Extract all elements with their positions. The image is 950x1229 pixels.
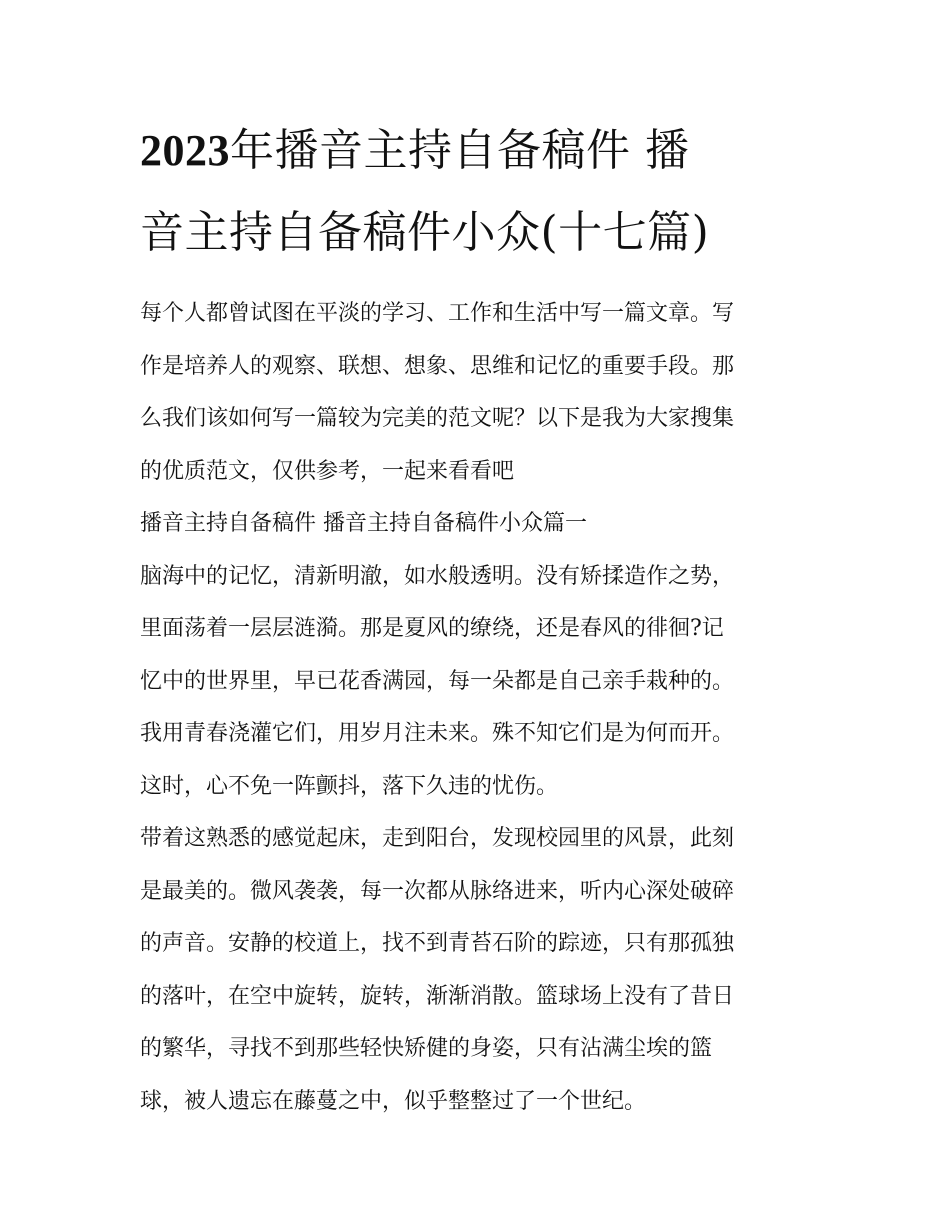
text-line: 么我们该如何写一篇较为完美的范文呢？以下是我为大家搜集	[140, 406, 735, 431]
text-line: 是最美的。微风袭袭，每一次都从脉络进来，听内心深处破碎	[140, 878, 735, 904]
text-line: 的声音。安静的校道上，找不到青苔石阶的踪迹，只有那孤独	[140, 931, 735, 956]
section-heading	[140, 498, 830, 551]
title-line-2: 音主持自备稿件小众(十七篇)	[140, 207, 710, 258]
text-line: 的繁华，寻找不到那些轻快矫健的身姿，只有沾满尘埃的篮	[140, 1036, 713, 1061]
title-line-1	[140, 110, 790, 192]
text-line: 的优质范文，仅供参考，一起来看看吧	[140, 458, 515, 484]
document-body	[140, 288, 830, 1128]
title-year: 2023	[140, 126, 230, 175]
text-line: 脑海中的记忆，清新明澈，如水般透明。没有矫揉造作之势，	[140, 563, 735, 589]
document-page	[140, 110, 830, 1128]
text-line: 忆中的世界里，早已花香满园，每一朵都是自己亲手栽种的。	[140, 668, 735, 694]
text-line: 球，被人遗忘在藤蔓之中，似乎整整过了一个世纪。	[140, 1088, 647, 1114]
paragraph-2	[140, 813, 830, 1128]
title-line-1-text: 年播音主持自备稿件 播	[230, 125, 690, 176]
text-line: 作是培养人的观察、联想、想象、思维和记忆的重要手段。那	[140, 353, 735, 379]
document-title	[140, 110, 790, 274]
text-line: 每个人都曾试图在平淡的学习、工作和生活中写一篇文章。写	[140, 301, 735, 326]
section-heading-text: 播音主持自备稿件 播音主持自备稿件小众篇一	[140, 511, 587, 536]
paragraph-1	[140, 551, 830, 814]
text-line: 里面荡着一层层涟漪。那是夏风的缭绕，还是春风的徘徊?记	[140, 616, 724, 641]
text-line: 带着这熟悉的感觉起床，走到阳台，发现校园里的风景，此刻	[140, 826, 735, 851]
text-line: 的落叶，在空中旋转，旋转，渐渐消散。篮球场上没有了昔日	[140, 983, 735, 1009]
text-line: 我用青春浇灌它们，用岁月注未来。殊不知它们是为何而开。	[140, 721, 735, 746]
intro-paragraph	[140, 288, 830, 498]
text-line: 这时，心不免一阵颤抖，落下久违的忧伤。	[140, 773, 559, 799]
